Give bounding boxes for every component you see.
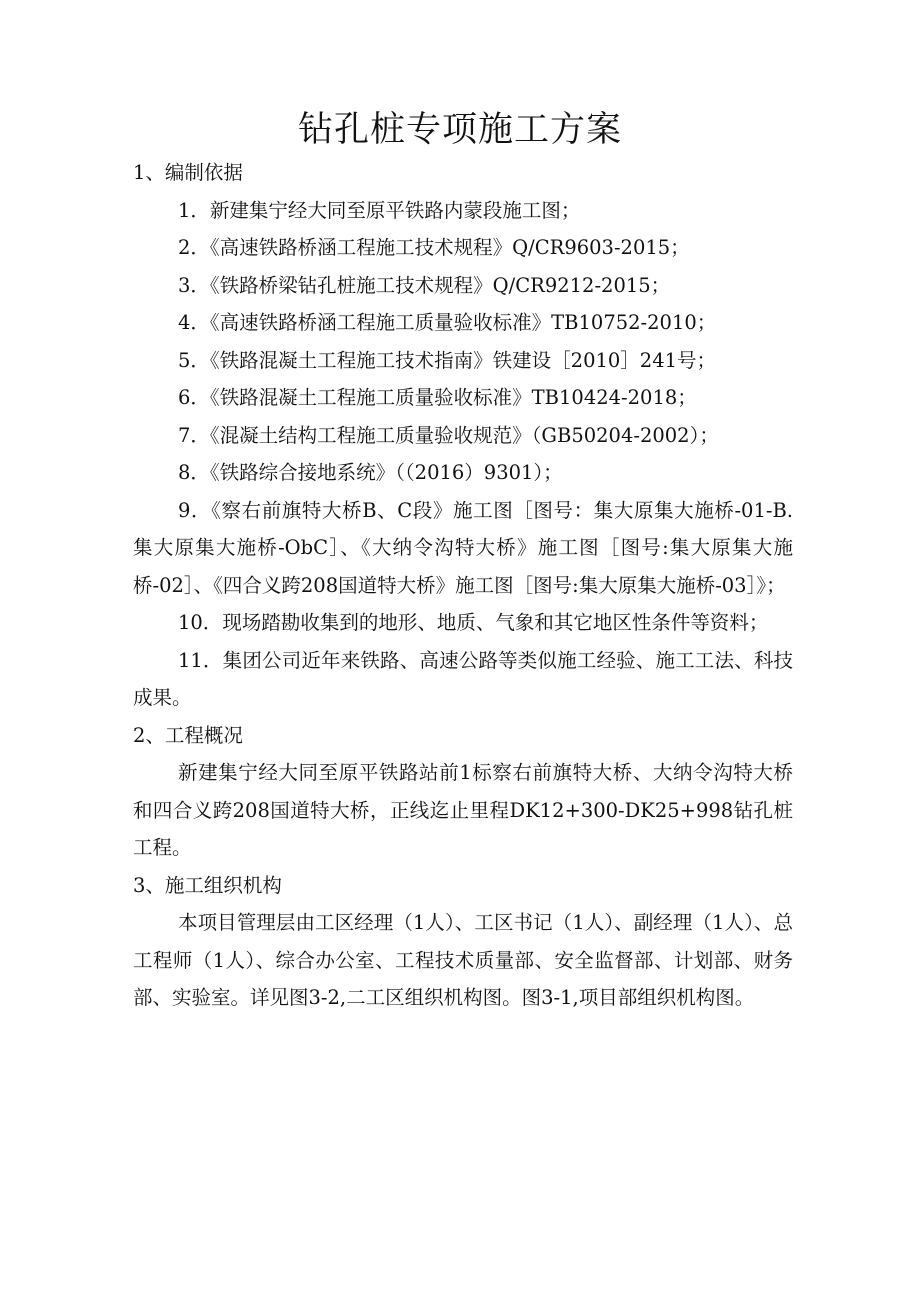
basis-item-number: 7: [178, 423, 191, 447]
basis-item-11: [133, 642, 793, 717]
basis-item-6: [133, 379, 793, 417]
basis-item-4: [133, 304, 793, 342]
basis-item-number: 2: [178, 236, 191, 259]
overview-paragraph: 新建集宁经大同至原平铁路站前1标察右前旗特大桥、大纳令沟特大桥和四合义跨208国道特大桥，正线迄止里程DK12+300-DK25+998钻孔桩工程。: [133, 761, 793, 859]
basis-item-number: 8: [178, 461, 191, 484]
basis-item-number: 9: [178, 498, 191, 522]
document-title: 钻孔桩专项施工方案: [297, 110, 622, 150]
basis-item-1: [133, 192, 793, 230]
basis-item-2: [133, 229, 793, 267]
basis-item-5: [133, 342, 793, 380]
basis-item-text: ．现场踏勘收集到的地形、地质、气象和其它地区性条件等资料；: [202, 611, 769, 634]
basis-item-9: [133, 492, 793, 605]
basis-item-3: [133, 267, 793, 305]
basis-item-text: ．《混凝土结构工程施工质量验收规范》（GB50204-2002）；: [190, 423, 719, 447]
basis-item-8: [133, 454, 793, 492]
basis-item-number: 10: [178, 611, 203, 634]
basis-item-number: 4: [178, 311, 191, 334]
basis-item-7: [133, 417, 793, 455]
basis-item-10: [133, 604, 793, 642]
basis-item-number: 5: [178, 348, 191, 372]
section-heading-basis: 1、编制依据: [133, 161, 243, 184]
basis-item-text: ．《铁路混凝土工程施工技术指南》铁建设［2010］241号；: [190, 348, 717, 372]
basis-item-text: ．《察右前旗特大桥B、C段》施工图［图号：集大原集大施桥-01-B.集大原集大施桥-ObC］、《大纳令沟特大桥》施工图［图号:集大原集大施桥-02］、《四合义跨208国道特大桥》施工图［图号:集大原集大施桥-03］》；: [133, 498, 793, 597]
section-heading-organization: 3、施工组织机构: [133, 873, 282, 897]
basis-item-text: ．新建集宁经大同至原平铁路内蒙段施工图；: [190, 198, 581, 222]
document-body: [133, 154, 793, 1017]
organization-paragraph: 本项目管理层由工区经理（1人）、工区书记（1人）、副经理（1人）、总工程师（1人）、综合办公室、工程技术质量部、安全监督部、计划部、财务部、实验室。详见图3-2,二工区组织机构图。图3-1,项目部组织机构图。: [133, 911, 793, 1009]
basis-item-text: ．《铁路综合接地系统》（（2016）9301）；: [190, 461, 563, 484]
basis-item-text: ．《高速铁路桥涵工程施工技术规程》Q/CR9603-2015；: [190, 236, 690, 259]
basis-item-number: 11: [178, 648, 203, 672]
basis-item-text: ．集团公司近年来铁路、高速公路等类似施工经验、施工工法、科技成果。: [133, 648, 793, 709]
basis-item-text: ．《铁路桥梁钻孔桩施工技术规程》Q/CR9212-2015；: [190, 273, 671, 297]
basis-item-number: 6: [178, 386, 191, 409]
basis-item-text: ．《铁路混凝土工程施工质量验收标准》TB10424-2018；: [190, 386, 697, 409]
basis-item-text: ．《高速铁路桥涵工程施工质量验收标准》TB10752-2010；: [190, 311, 717, 334]
basis-item-number: 3: [178, 273, 191, 297]
section-heading-overview: 2、工程概况: [133, 723, 243, 747]
basis-item-number: 1: [178, 198, 191, 222]
